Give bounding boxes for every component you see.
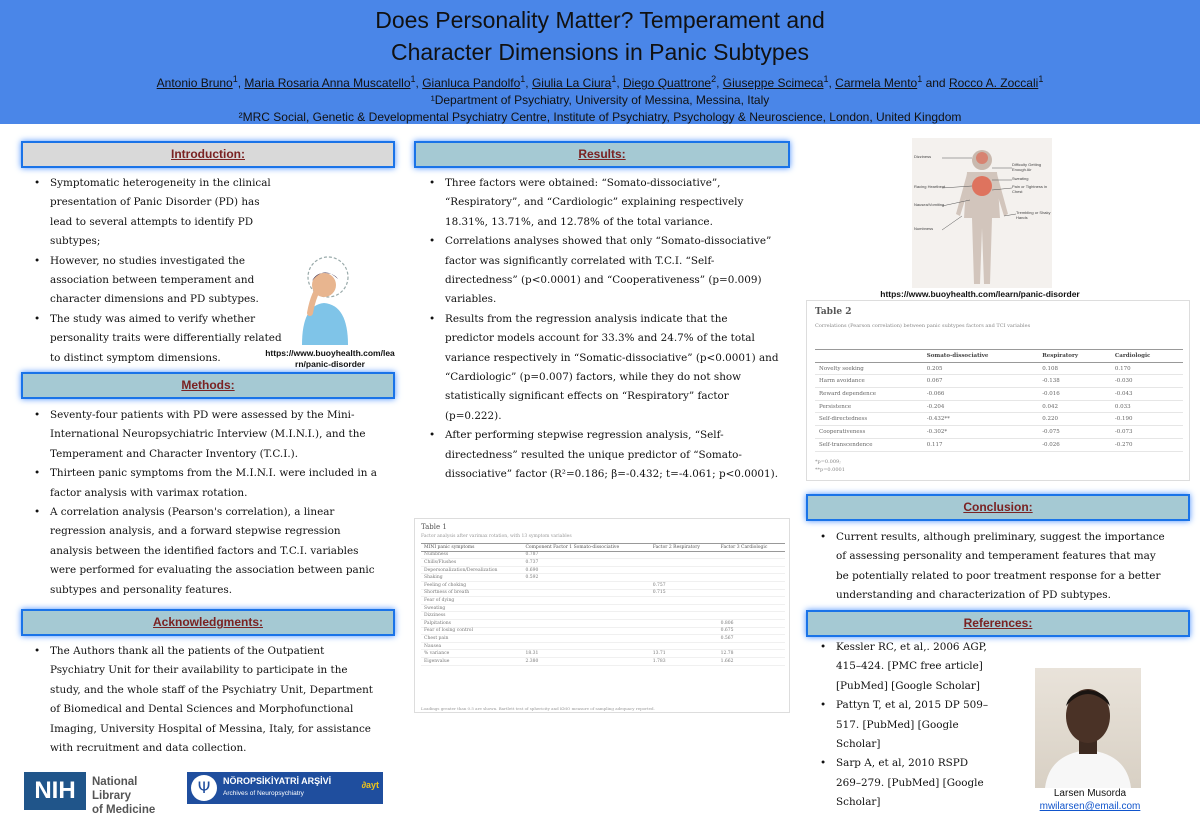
author-affiliation-mark: 1 (611, 74, 617, 84)
author-name: Rocco A. Zoccali (948, 76, 1039, 90)
list-item (30, 252, 295, 310)
list-item-line: directedness” resulted the unique predictor of “Somato- (445, 448, 742, 461)
list-item-line: • Sarp A, et al, 2010 RSPD (836, 757, 969, 770)
author-name: Giuseppe Scimeca (722, 76, 824, 90)
table-row (421, 566, 785, 574)
list-item-line: dissociative” factor (R²=0.186; β=-0.432; t=-4.061; p<0.0001). (445, 468, 779, 481)
methods-heading: Methods: (21, 372, 395, 399)
table-cell: Chest pain (421, 635, 522, 643)
title-line-2: Character Dimensions in Panic Subtypes (390, 39, 810, 65)
table-cell (718, 566, 785, 574)
table-cell: -0.073 (1111, 426, 1183, 439)
list-item-line: • The Authors thank all the patients of the Outpatient (50, 645, 325, 657)
body-figure-caption: https://www.buoyhealth.com/learn/panic-disorder (880, 289, 1080, 299)
title-line-1: Does Personality Matter? Temperament and (375, 7, 825, 33)
list-item-line: • However, no studies investigated the (50, 254, 246, 267)
body-figure-label: Pain or Tightness in Chest (1012, 184, 1048, 194)
table-row (421, 604, 785, 612)
table-cell: Depersonalization/Derealization (421, 566, 522, 574)
table-cell: Persistence (815, 400, 923, 413)
list-item (30, 642, 400, 758)
table-cell (650, 566, 718, 574)
illustration-caption: https://www.buoyhealth.com/lea rn/panic-disorder (265, 348, 395, 369)
column-header: Factor 3 Cardiologic (718, 544, 785, 552)
anxious-person-icon (288, 255, 358, 345)
list-item (816, 528, 1190, 606)
table-cell: Shaking (421, 574, 522, 582)
nih-logo (24, 770, 178, 816)
list-item (30, 310, 295, 368)
author-name: Diego Quattrone (623, 76, 712, 90)
list-item-line: • Symptomatic heterogeneity in the clinical (50, 177, 271, 189)
list-item (816, 696, 1016, 754)
list-item-line: • Three factors were obtained: “Somato-dissociative”, (445, 177, 721, 189)
list-item-line: • Pattyn T, et al, 2015 DP 509– (836, 699, 989, 712)
list-item-line: subtypes and personality features. (50, 583, 233, 596)
list-item (30, 406, 400, 464)
table-cell (522, 589, 649, 597)
list-item (30, 503, 400, 600)
poster-header (0, 0, 1200, 124)
body-figure-label: Nausea/Vomiting (914, 202, 945, 207)
table-cell (718, 589, 785, 597)
table-cell: -0.138 (1038, 375, 1111, 388)
affiliation-1: ¹Department of Psychiatry, University of Messina, Messina, Italy (430, 93, 770, 107)
list-item-line: Psychiatry Unit for their availability to participate in the (50, 664, 348, 677)
table-cell: 0.067 (923, 375, 1038, 388)
author-affiliation-mark: 2 (711, 74, 717, 84)
list-item-line: personality traits were differentially related (50, 332, 282, 345)
table-cell (522, 612, 649, 620)
table-cell (650, 597, 718, 605)
list-item (425, 310, 793, 426)
references-heading: References: (806, 610, 1190, 637)
table-cell: Cooperativeness (815, 426, 923, 439)
table-row (421, 619, 785, 627)
body-figure-label: Numbness (914, 226, 934, 231)
table-cell (650, 642, 718, 650)
list-item (425, 232, 793, 310)
person-photo-icon (1035, 668, 1141, 788)
table-cell: Self-transcendence (815, 438, 923, 451)
table-1-title: Table 1 (421, 523, 447, 531)
list-item-line: [PubMed] [Google Scholar] (836, 679, 980, 692)
list-item-line: analysis between the identified factors and T.C.I. variables (50, 544, 359, 557)
list-item-line: 18.31%, 13.71%, and 12.78% of the total variance. (445, 215, 713, 228)
table-cell: 0.592 (522, 574, 649, 582)
column-header (815, 350, 923, 363)
table-cell: Sweating (421, 604, 522, 612)
table-cell (522, 627, 649, 635)
list-item-line: were performed for evaluating the association between panic (50, 564, 375, 577)
table-cell (650, 627, 718, 635)
table-cell: 0.108 (1038, 362, 1111, 375)
table-row (815, 362, 1183, 375)
table-cell: 0.042 (1038, 400, 1111, 413)
list-item-line: • Correlations analyses showed that only “Somato-dissociative” (445, 235, 772, 248)
list-item-line: International Neuropsychiatric Interview (M.I.N.I.), and the (50, 428, 366, 441)
table-row (421, 650, 785, 658)
author-name: Maria Rosaria Anna Muscatello (244, 76, 411, 90)
list-item-line: • Thirteen panic symptoms from the M.I.N.I. were included in a (50, 467, 377, 480)
table-row (421, 551, 785, 559)
table-cell (522, 619, 649, 627)
introduction-heading: Introduction: (21, 141, 395, 168)
table-cell: 18.31 (522, 650, 649, 658)
list-item (30, 174, 295, 252)
table-cell: Reward dependence (815, 388, 923, 401)
methods-list (30, 406, 400, 600)
table-cell: 0.787 (522, 551, 649, 559)
table-1-subtitle: Factor analysis after varimax rotation, with 13 symptom variables (421, 534, 572, 539)
table-cell (650, 559, 718, 567)
table-row (815, 426, 1183, 439)
table-cell: 0.033 (1111, 400, 1183, 413)
table-cell: 0.737 (522, 559, 649, 567)
list-item-line: factor analysis with varimax rotation. (50, 486, 248, 499)
table-cell: Chills/Flushes (421, 559, 522, 567)
table-cell (718, 551, 785, 559)
panic-symptom-body-figure (912, 138, 1052, 288)
table-cell (650, 619, 718, 627)
nih-abbr: NIH (24, 772, 86, 810)
psi-icon: Ψ (191, 775, 217, 801)
list-item-line: regression analysis, and a forward stepwise regression (50, 525, 341, 538)
author-list: Antonio Bruno$^1$, Maria Rosaria Anna Muscatello$^1$, Gianluca Pandolfo$^1$, Giulia La Ciura$^1$, Diego Quattrone$^2$, Giuseppe Scimeca$^1$, Carmela Mento$^1$ and Rocco A. Zoccali$^1$ (156, 74, 1044, 90)
table-cell (718, 604, 785, 612)
table-cell: Shortness of breath (421, 589, 522, 597)
list-item-line: • Current results, although preliminary, suggest the importance (836, 531, 1165, 543)
results-heading: Results: (414, 141, 790, 168)
table-row (421, 559, 785, 567)
body-figure-label: Trembling or Shaky Hands (1016, 210, 1051, 220)
author-name: Carmela Mento (835, 76, 918, 90)
table-cell (522, 597, 649, 605)
contact-email-link[interactable]: mwilarsen@email.com (1039, 801, 1141, 812)
conclusion-heading: Conclusion: (806, 494, 1190, 521)
list-item-line: Scholar] (836, 796, 881, 809)
list-item-line: lead to several attempts to identify PD (50, 215, 254, 228)
list-item-line: • A correlation analysis (Pearson's correlation), a linear (50, 506, 335, 519)
list-item (425, 426, 793, 484)
list-item (425, 174, 793, 232)
table-cell: Harm avoidance (815, 375, 923, 388)
table-cell: 0.690 (522, 566, 649, 574)
body-figure-label: Sweating (1012, 176, 1029, 181)
references-list (816, 638, 1016, 813)
table-cell: 0.170 (1111, 362, 1183, 375)
column-header: Factor 2 Respiratory (650, 544, 718, 552)
archives-of-neuropsychiatry-logo: Ψ NÖROPSİKİYATRİ ARŞİVİ Archives of Neuropsychiatry ∂ayt (187, 772, 383, 804)
table-cell: Eigenvalue (421, 657, 522, 665)
table-cell: 1.662 (718, 657, 785, 665)
author-name: Giulia La Ciura (531, 76, 612, 90)
and-word: and (925, 76, 946, 90)
list-item-line: • The study was aimed to verify whether (50, 312, 256, 325)
table-row (421, 642, 785, 650)
list-item-line: • After performing stepwise regression analysis, “Self- (445, 429, 724, 442)
body-figure-label: Dizziness (914, 154, 932, 159)
table-cell: -0.016 (1038, 388, 1111, 401)
table-cell: 0.220 (1038, 413, 1111, 426)
table-row (815, 400, 1183, 413)
table-cell: 0.806 (718, 619, 785, 627)
body-figure-label: Racing Heartbeat (914, 184, 946, 189)
table-row (421, 635, 785, 643)
list-item-line: • Kessler RC, et al,. 2006 AGP, (836, 641, 987, 653)
table-row (815, 438, 1183, 451)
table-cell: Novelty seeking (815, 362, 923, 375)
list-item-line: (p=0.222). (445, 409, 502, 422)
table-cell: -0.030 (1111, 375, 1183, 388)
author-affiliation-mark: 1 (410, 74, 416, 84)
table-cell: -0.302* (923, 426, 1038, 439)
table-row (815, 413, 1183, 426)
table-row (421, 589, 785, 597)
table-cell: 2.380 (522, 657, 649, 665)
list-item-line: of assessing personality and temperament features that may (836, 550, 1156, 563)
table-cell: 0.205 (923, 362, 1038, 375)
table-row (421, 612, 785, 620)
table-cell (522, 581, 649, 589)
author-photo (1035, 668, 1141, 788)
table-cell (718, 642, 785, 650)
conclusion-list (816, 528, 1190, 606)
table-cell: Nausea (421, 642, 522, 650)
list-item-line: factor was significantly correlated with T.C.I. “Self- (445, 254, 715, 267)
column-header: Component Factor 1 Somato-dissociative (522, 544, 649, 552)
results-list (425, 174, 793, 485)
nih-text: National Library of Medicine (92, 776, 156, 816)
table-cell: -0.204 (923, 400, 1038, 413)
list-item-line: with recruitment and data collection. (50, 742, 247, 755)
list-item-line: to distinct symptom dimensions. (50, 351, 221, 364)
table-cell: Numbness (421, 551, 522, 559)
column-header: Cardiologic (1111, 350, 1183, 363)
author-affiliation-mark: 1 (232, 74, 238, 84)
table-cell (718, 574, 785, 582)
table-cell: Palpitations (421, 619, 522, 627)
column-header: MINI panic symptoms (421, 544, 522, 552)
table-cell: 0.675 (718, 627, 785, 635)
list-item (816, 638, 1016, 696)
table-1-note: Loadings greater than 0.5 are shown. Bartlett test of sphericity and KMO measure of sampling adequacy reported. (421, 706, 655, 711)
list-item-line: • Results from the regression analysis indicate that the (445, 312, 728, 325)
column-header: Somato-dissociative (923, 350, 1038, 363)
list-item-line: variables. (445, 293, 497, 306)
introduction-list (30, 174, 295, 368)
list-item-line: Imaging, University Hospital of Messina, Italy, for assistance (50, 722, 371, 735)
table-2-grid (815, 349, 1183, 452)
table-cell (650, 612, 718, 620)
table-cell: -0.066 (923, 388, 1038, 401)
acknowledgments-heading: Acknowledgments: (21, 609, 395, 636)
table-cell: -0.043 (1111, 388, 1183, 401)
poster-title (0, 0, 1200, 68)
table-cell: % variance (421, 650, 522, 658)
list-item-line: character dimensions and PD subtypes. (50, 293, 259, 306)
list-item-line: • Seventy-four patients with PD were assessed by the Mini- (50, 409, 355, 421)
list-item-line: variance respectively in “Somatic-dissociative” (p<0.0001) and (445, 351, 779, 364)
author-name: Antonio Bruno (156, 76, 233, 90)
table-1 (414, 518, 790, 713)
table-cell (718, 581, 785, 589)
body-figure-label: Difficulty Getting Enough Air (1012, 162, 1042, 172)
list-item-line: Temperament and Character Inventory (T.C.I.). (50, 447, 298, 460)
table-cell: 0.715 (650, 589, 718, 597)
table-cell: -0.026 (1038, 438, 1111, 451)
list-item-line: be potentially related to poor treatment response for a better (836, 569, 1161, 582)
table-cell (650, 635, 718, 643)
table-cell: Self-directedness (815, 413, 923, 426)
table-cell: -0.190 (1111, 413, 1183, 426)
table-cell (718, 612, 785, 620)
table-cell: 1.783 (650, 657, 718, 665)
table-2-subtitle: Correlations (Pearson correlation) between panic subtypes factors and TCI variables (815, 323, 1031, 329)
author-affiliation-mark: 1 (1038, 74, 1044, 84)
list-item-line: study, and the whole staff of the Psychiatry Unit, Department (50, 683, 373, 696)
table-cell (650, 551, 718, 559)
table-cell: 0.567 (718, 635, 785, 643)
table-cell: 13.71 (650, 650, 718, 658)
affiliation-2: ²MRC Social, Genetic & Developmental Psychiatry Centre, Institute of Psychiatry, Psychology & Neuroscience, London, United Kingdom (238, 110, 962, 124)
table-cell: Fear of dying (421, 597, 522, 605)
table-cell (718, 597, 785, 605)
table-2 (806, 300, 1190, 481)
list-item-line: “Cardiologic” (p=0.007) factors, while they do not show (445, 371, 742, 384)
table-cell: -0.075 (1038, 426, 1111, 439)
contact-name: Larsen Musorda (1053, 788, 1127, 799)
table-row (421, 627, 785, 635)
table-cell (522, 635, 649, 643)
author-affiliation-mark: 1 (520, 74, 526, 84)
list-item-line: directedness” (p<0.0001) and “Cooperativeness” (p=0.009) (445, 274, 762, 287)
table-row (815, 375, 1183, 388)
table-cell (650, 574, 718, 582)
table-cell: -0.432** (923, 413, 1038, 426)
list-item-line: “Respiratory”, and “Cardiologic” explaining respectively (445, 196, 744, 209)
list-item-line: 415–424. [PMC free article] (836, 660, 983, 673)
table-cell: 0.117 (923, 438, 1038, 451)
table-cell: Feeling of choking (421, 581, 522, 589)
list-item (30, 464, 400, 503)
list-item-line: subtypes; (50, 235, 101, 248)
table-row (815, 388, 1183, 401)
list-item-line: 269–279. [PubMed] [Google (836, 776, 984, 789)
list-item-line: predictor models account for 33.3% and 24.7% of the total (445, 332, 755, 345)
table-cell: Fear of losing control (421, 627, 522, 635)
list-item-line: 517. [PubMed] [Google (836, 718, 959, 731)
table-cell (650, 604, 718, 612)
list-item-line: Scholar] (836, 738, 881, 751)
author-affiliation-mark: 1 (823, 74, 829, 84)
table-2-note-1: *p=0.009; (815, 459, 841, 465)
table-row (421, 597, 785, 605)
table-cell (522, 642, 649, 650)
table-cell (718, 559, 785, 567)
table-row (421, 574, 785, 582)
list-item-line: association between temperament and (50, 274, 255, 287)
table-cell (522, 604, 649, 612)
list-item-line: of Biomedical and Dental Sciences and Morphofunctional (50, 703, 354, 716)
table-cell: -0.270 (1111, 438, 1183, 451)
table-1-grid (421, 543, 785, 666)
table-cell: 12.78 (718, 650, 785, 658)
list-item-line: understanding and characterization of PD subtypes. (836, 589, 1111, 602)
list-item-line: presentation of Panic Disorder (PD) has (50, 196, 260, 209)
column-header: Respiratory (1038, 350, 1111, 363)
table-2-note-2: **p=0.0001 (815, 467, 845, 473)
author-affiliation-mark: 1 (917, 74, 923, 84)
table-cell: Dizziness (421, 612, 522, 620)
table-cell: 0.757 (650, 581, 718, 589)
table-2-title: Table 2 (815, 307, 852, 317)
acknowledgments-list (30, 642, 400, 758)
author-name: Gianluca Pandolfo (422, 76, 521, 90)
list-item (816, 754, 1016, 812)
anxious-person-illustration (288, 255, 358, 345)
table-row (421, 581, 785, 589)
list-item-line: statistically significant effects on “Respiratory” factor (445, 390, 729, 403)
table-row (421, 657, 785, 665)
